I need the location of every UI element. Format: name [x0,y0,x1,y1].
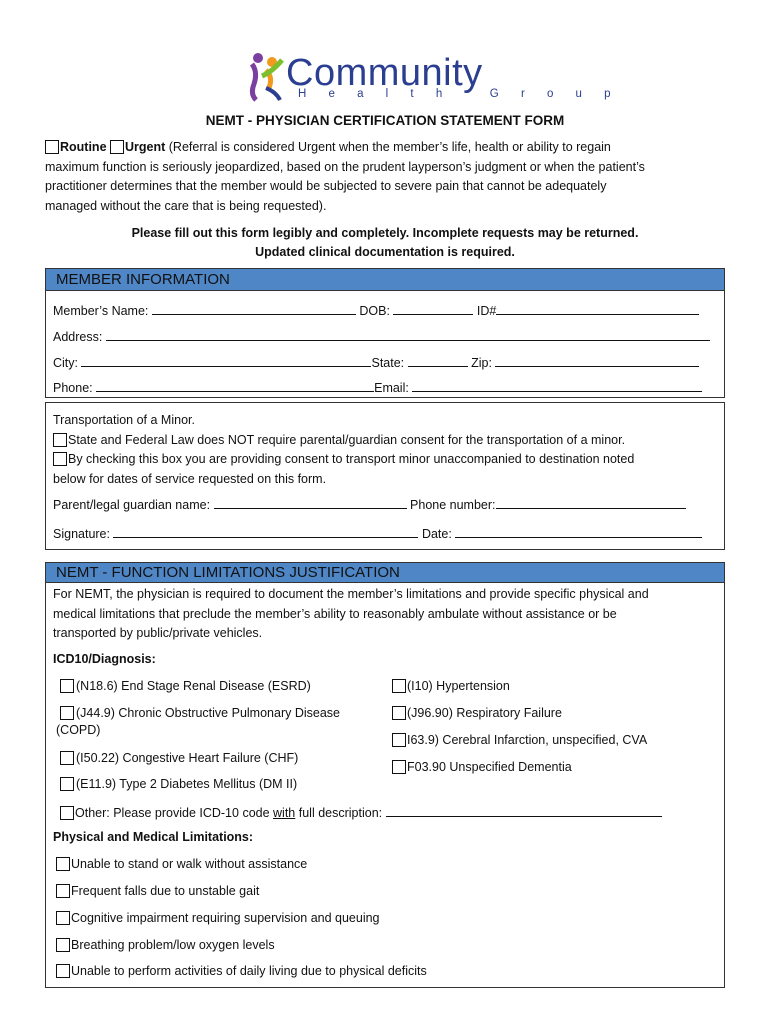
signature-date-field[interactable] [455,525,702,538]
signature-date-label: Date: [421,527,452,541]
dx-other-suffix: full description: [295,806,383,820]
dx-diabetes-label: (E11.9) Type 2 Diabetes Mellitus (DM II) [76,777,298,791]
limits-heading: Physical and Medical Limitations: [53,830,254,844]
dx-dementia-label: F03.90 Unspecified Dementia [407,760,572,774]
id-label: ID# [476,304,497,318]
guardian-phone-label: Phone number: [410,498,496,512]
dx-respiratory [392,706,562,720]
address-label: Address: [53,330,103,344]
dx-esrd-checkbox[interactable] [60,679,74,693]
intro-line3: transported by public/private vehicles. [53,626,263,640]
dx-copd [60,706,340,720]
consent-label-line2: below for dates of service requested on this form. [53,471,327,486]
guardian-phone-field[interactable] [496,496,686,509]
state-label: State: [371,356,405,370]
dx-diabetes-checkbox[interactable] [60,777,74,791]
signature-label: Signature: [53,527,110,541]
form-title: NEMT - PHYSICIAN CERTIFICATION STATEMENT FORM [205,113,565,128]
consent-checkbox[interactable] [53,452,67,466]
guardian-row [53,496,686,512]
phone-field[interactable] [96,379,374,392]
limit-adl-checkbox[interactable] [56,964,70,978]
dx-chf-checkbox[interactable] [60,751,74,765]
member-info-box [45,268,725,398]
logo-brand: Community [286,52,483,94]
guardian-name-label: Parent/legal guardian name: [53,498,211,512]
urgent-label: Urgent [125,140,166,154]
logo-subtitle: H e a l t h G r o u p [298,88,621,100]
instructions-line2: Updated clinical documentation is required. [255,245,515,259]
limit-stand-walk-checkbox[interactable] [56,857,70,871]
zip-label: Zip: [471,356,492,370]
limit-falls-checkbox[interactable] [56,884,70,898]
zip-field[interactable] [495,354,699,367]
minor-transport-box [45,402,725,550]
instructions-line1: Please fill out this form legibly and completely. Incomplete requests may be returned. [131,226,639,240]
intro-line1: For NEMT, the physician is required to document the member’s limitations and provide specific physical and [53,587,649,601]
signature-field[interactable] [113,525,418,538]
state-field[interactable] [408,354,468,367]
instructions [0,224,770,262]
limit-adl-label: Unable to perform activities of daily living due to physical deficits [71,964,427,978]
address-field[interactable] [106,328,710,341]
limit-stand-walk [56,857,307,871]
dx-copd-label-line2: (COPD) [56,723,101,737]
city-field[interactable] [81,354,371,367]
dx-dementia [392,760,572,774]
icd-heading: ICD10/Diagnosis: [53,652,156,666]
signature-row [53,525,702,541]
urgent-description: (Referral is considered Urgent when the member’s life, health or ability to regain [165,140,611,154]
routine-label: Routine [60,140,107,154]
limit-falls [56,884,259,898]
urgent-description-line4: managed without the care that is being requested). [45,198,327,213]
dx-respiratory-checkbox[interactable] [392,706,406,720]
email-label: Email: [374,381,409,395]
limit-stand-walk-label: Unable to stand or walk without assistance [71,857,308,871]
dob-label: DOB: [359,304,390,318]
phone-row [53,379,702,395]
limit-breathing-checkbox[interactable] [56,938,70,952]
email-field[interactable] [412,379,702,392]
logo-figures-icon [246,50,290,102]
consent-label: By checking this box you are providing consent to transport minor unaccompanied to destination noted [68,452,635,466]
dx-dementia-checkbox[interactable] [392,760,406,774]
urgent-description-line2: maximum function is seriously jeopardized, based on the prudent layperson’s judgment or when the patient’s [45,159,645,174]
dx-copd-checkbox[interactable] [60,706,74,720]
justification-box [45,562,725,988]
member-name-field[interactable] [152,302,356,315]
limit-breathing-label: Breathing problem/low oxygen levels [71,938,275,952]
no-consent-required-checkbox[interactable] [53,433,67,447]
dx-diabetes [60,777,297,791]
limit-falls-label: Frequent falls due to unstable gait [71,884,260,898]
urgent-description-line3: practitioner determines that the member would be subjected to severe pain that cannot be adequately [45,179,607,193]
limit-cognitive-label: Cognitive impairment requiring supervision and queuing [71,911,380,925]
urgent-checkbox[interactable] [110,140,124,154]
dx-cva [392,733,647,747]
member-name-label: Member’s Name: [53,304,149,318]
logo [246,50,621,106]
dx-chf-label: (I50.22) Congestive Heart Failure (CHF) [76,751,299,765]
dob-field[interactable] [393,302,473,315]
dx-esrd-label: (N18.6) End Stage Renal Disease (ESRD) [76,679,311,693]
dx-other-field[interactable] [386,804,662,817]
dx-hypertension-checkbox[interactable] [392,679,406,693]
address-row [53,328,710,344]
dx-cva-checkbox[interactable] [392,733,406,747]
dx-hypertension-label: (I10) Hypertension [407,679,510,693]
phone-label: Phone: [53,381,93,395]
no-consent-required-label: State and Federal Law does NOT require parental/guardian consent for the transportation of a minor. [68,432,626,447]
minor-section [53,411,634,489]
id-field[interactable] [496,302,699,315]
guardian-name-field[interactable] [214,496,407,509]
dx-respiratory-label: (J96.90) Respiratory Failure [407,706,562,720]
limit-cognitive [56,911,380,925]
limit-adl [56,964,427,978]
member-info-header: MEMBER INFORMATION [46,269,724,291]
limit-cognitive-checkbox[interactable] [56,911,70,925]
dx-copd-label: (J44.9) Chronic Obstructive Pulmonary Disease [76,706,340,720]
dx-other-with: with [273,806,296,820]
justification-intro [53,585,649,644]
intro-line2: medical limitations that preclude the member’s ability to reasonably ambulate without assistance or be [53,606,617,621]
justification-header: NEMT - FUNCTION LIMITATIONS JUSTIFICATION [46,563,724,583]
dx-other-checkbox[interactable] [60,806,74,820]
city-label: City: [53,356,78,370]
routine-checkbox[interactable] [45,140,59,154]
city-row [53,354,699,370]
dx-other [60,804,662,820]
dx-other-prefix: Other: Please provide ICD-10 code [75,806,274,820]
dx-hypertension [392,679,510,693]
member-name-row [53,302,699,318]
priority-section [45,138,735,216]
limit-breathing [56,938,275,952]
dx-cva-label: I63.9) Cerebral Infarction, unspecified, CVA [407,733,648,747]
dx-esrd [60,679,311,693]
minor-heading: Transportation of a Minor. [53,413,195,427]
dx-chf [60,751,298,765]
